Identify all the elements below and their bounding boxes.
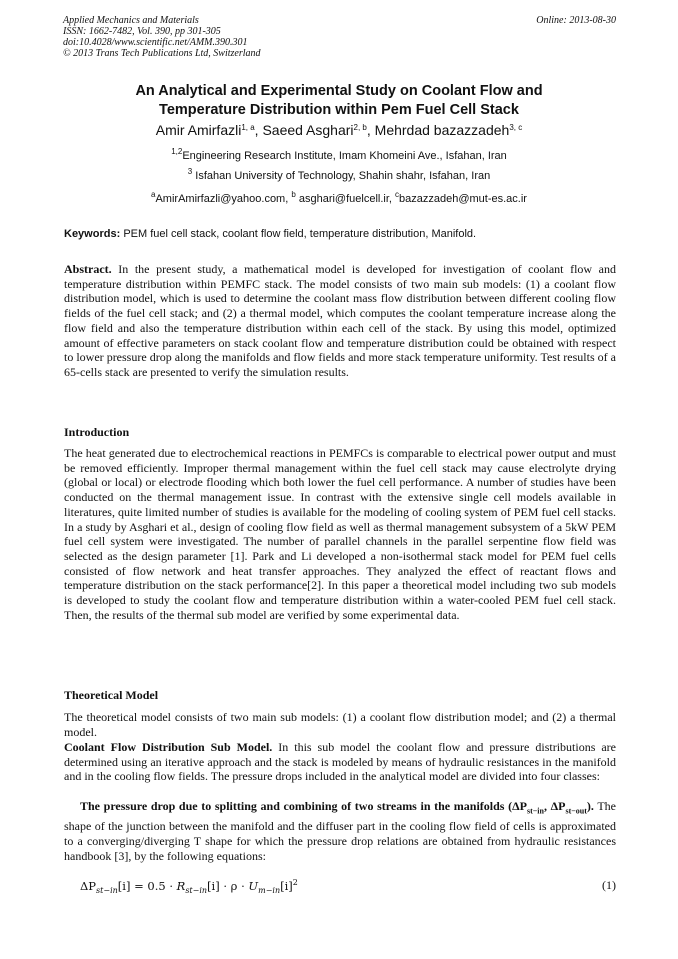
eq-r-index: [i] [207,878,220,893]
journal-header [63,15,616,59]
paragraph-text: In this sub model the coolant flow and pressure distributions are determined using an iterative approach and the stack is modeled by means of hydraulic resistances in the manifold and in the cooling flow fields. The pressure drops included in the analytical model are divided into four classes: [64,740,616,784]
eq-index: [i] [117,878,131,893]
symbol-sub-in: st−in [526,806,544,816]
eq-u: U [248,878,259,893]
title-line-1: An Analytical and Experimental Study on Coolant Flow and [135,83,543,99]
author-list [64,122,614,138]
theoretical-paragraph-2 [64,740,616,784]
eq-lhs-sub: st−in [96,886,118,896]
theoretical-paragraph-3 [64,799,616,863]
pressure-drop-label: The pressure drop due to splitting and combining of two streams in the manifolds [80,799,505,813]
eq-equals: = 0.5 · [130,878,177,893]
eq-exponent: 2 [292,878,298,887]
affiliation-2 [64,167,614,182]
email-superscript: b [291,190,296,199]
affiliation-text: Engineering Research Institute, Imam Khomeini Ave., Isfahan, Iran [182,150,507,162]
journal-copyright: © 2013 Trans Tech Publications Ltd, Switzerland [63,48,261,59]
equation-1 [80,878,616,895]
author-name: Mehrdad bazazzadeh [374,122,510,138]
author-name: Saeed Asghari [262,122,354,138]
journal-issn: ISSN: 1662-7482, Vol. 390, pp 301-305 [63,26,221,37]
introduction-heading: Introduction [64,425,130,439]
keywords-label: Keywords: [64,228,121,240]
abstract-text: In the present study, a mathematical model is developed for investigation of coolant flow and temperature distribution within PEMFC stack. The model consists of two main sub models: (1) a coolant flow distribution model, which is used to determine the coolant mass flow distribution between different cooling flow fields of the fuel cell stack; and (2) a thermal model, which computes the coolant temperature increase along the flow field and also the temperature distribution within each cell of the stack. By using this model, optimized amount of effective parameters on stack coolant flow and temperature distribution could be obtained with respect to lower pressure drop along the manifolds and flow fields and more stack temperature uniformity. Test results of a 65-cells stack are presented to verify the simulation results. [64,262,616,379]
affiliation-1 [64,147,614,162]
online-date: Online: 2013-08-30 [536,15,616,26]
affiliation-superscript: 1,2 [171,147,183,156]
keywords [64,228,616,240]
paragraph-text: The shape of the junction between the manifold and the diffuser part in the cooling flow field of cells is approximated to a converging/diverging T shape for which the pressure drop relations are obtained from hydraulic resistances handbook [3], by the following equations: [64,799,616,863]
eq-u-index: [i] [280,878,293,893]
email-list [64,190,614,205]
email-link[interactable]: asghari@fuelcell.ir, [298,193,396,205]
title-line-2: Temperature Distribution within Pem Fuel Cell Stack [159,102,519,118]
eq-rho: · ρ · [219,878,249,893]
affiliation-superscript: 3 [187,167,193,176]
abstract [64,262,616,380]
paper-title [64,82,614,120]
symbol-close: ). [586,799,594,813]
symbol-sub-out: st−out [565,806,587,816]
eq-lhs: ΔP [80,878,97,893]
eq-u-sub: m−in [258,886,281,896]
journal-doi[interactable]: doi:10.4028/www.scientific.net/AMM.390.301 [63,37,248,48]
journal-name: Applied Mechanics and Materials [63,15,199,26]
affiliation-text: Isfahan University of Technology, Shahin shahr, Isfahan, Iran [195,170,491,182]
symbol-open: (ΔP [508,799,527,813]
eq-r-sub: st−in [185,886,208,896]
theoretical-paragraph-1: The theoretical model consists of two main sub models: (1) a coolant flow distribution model; and (2) a thermal model. [64,710,616,739]
equation-number: (1) [602,878,616,892]
author-separator: , [366,122,375,138]
author-superscript: 2, b [353,123,367,132]
eq-r: R [176,878,186,893]
email-superscript: a [151,190,156,199]
theoretical-model-heading: Theoretical Model [64,688,159,702]
email-link[interactable]: bazazzadeh@mut-es.ac.ir [399,193,527,205]
author-name: Amir Amirfazli [155,122,242,138]
symbol-mid: , ΔP [543,799,566,813]
introduction-text: The heat generated due to electrochemical reactions in PEMFCs is comparable to electrical power output and must be removed efficiently. Improper thermal management within the fuel cell stack may cause electrolyte drying (global or local) or electrode flooding which both lower the fuel cell performance. A number of studies have been conducted on the thermal management issue. In contrast with the extensive single cell models available in literatures, quite limited number of studies is available for the modeling of cooling system of PEM fuel cell stacks. In a study by Asghari et al., design of cooling flow field as well as thermal management subsystem of a 5kW PEM fuel cell system were investigated. The number of parallel channels in the parallel serpentine flow field was selected as the design parameter [1]. Park and Li developed a non-isothermal stack model for PEM fuel cells consisted of flow network and heat transfer approaches. They analyzed the effect of reactant flows and temperature distribution on the stack performance[2]. In this paper a theoretical model including two sub models is developed to study the coolant flow and temperature distribution within a water-cooled PEM fuel cell stack. Then, the results of the thermal sub model are verified by some experimental data. [64,446,616,622]
email-superscript: c [395,190,400,199]
author-superscript: 3, c [509,123,523,132]
author-separator: , [254,122,263,138]
email-link[interactable]: AmirAmirfazli@yahoo.com, [155,193,292,205]
subsection-label: Coolant Flow Distribution Sub Model. [64,740,273,754]
abstract-label: Abstract. [64,262,112,276]
keywords-text: PEM fuel cell stack, coolant flow field, temperature distribution, Manifold. [123,228,477,240]
author-superscript: 1, a [241,123,255,132]
